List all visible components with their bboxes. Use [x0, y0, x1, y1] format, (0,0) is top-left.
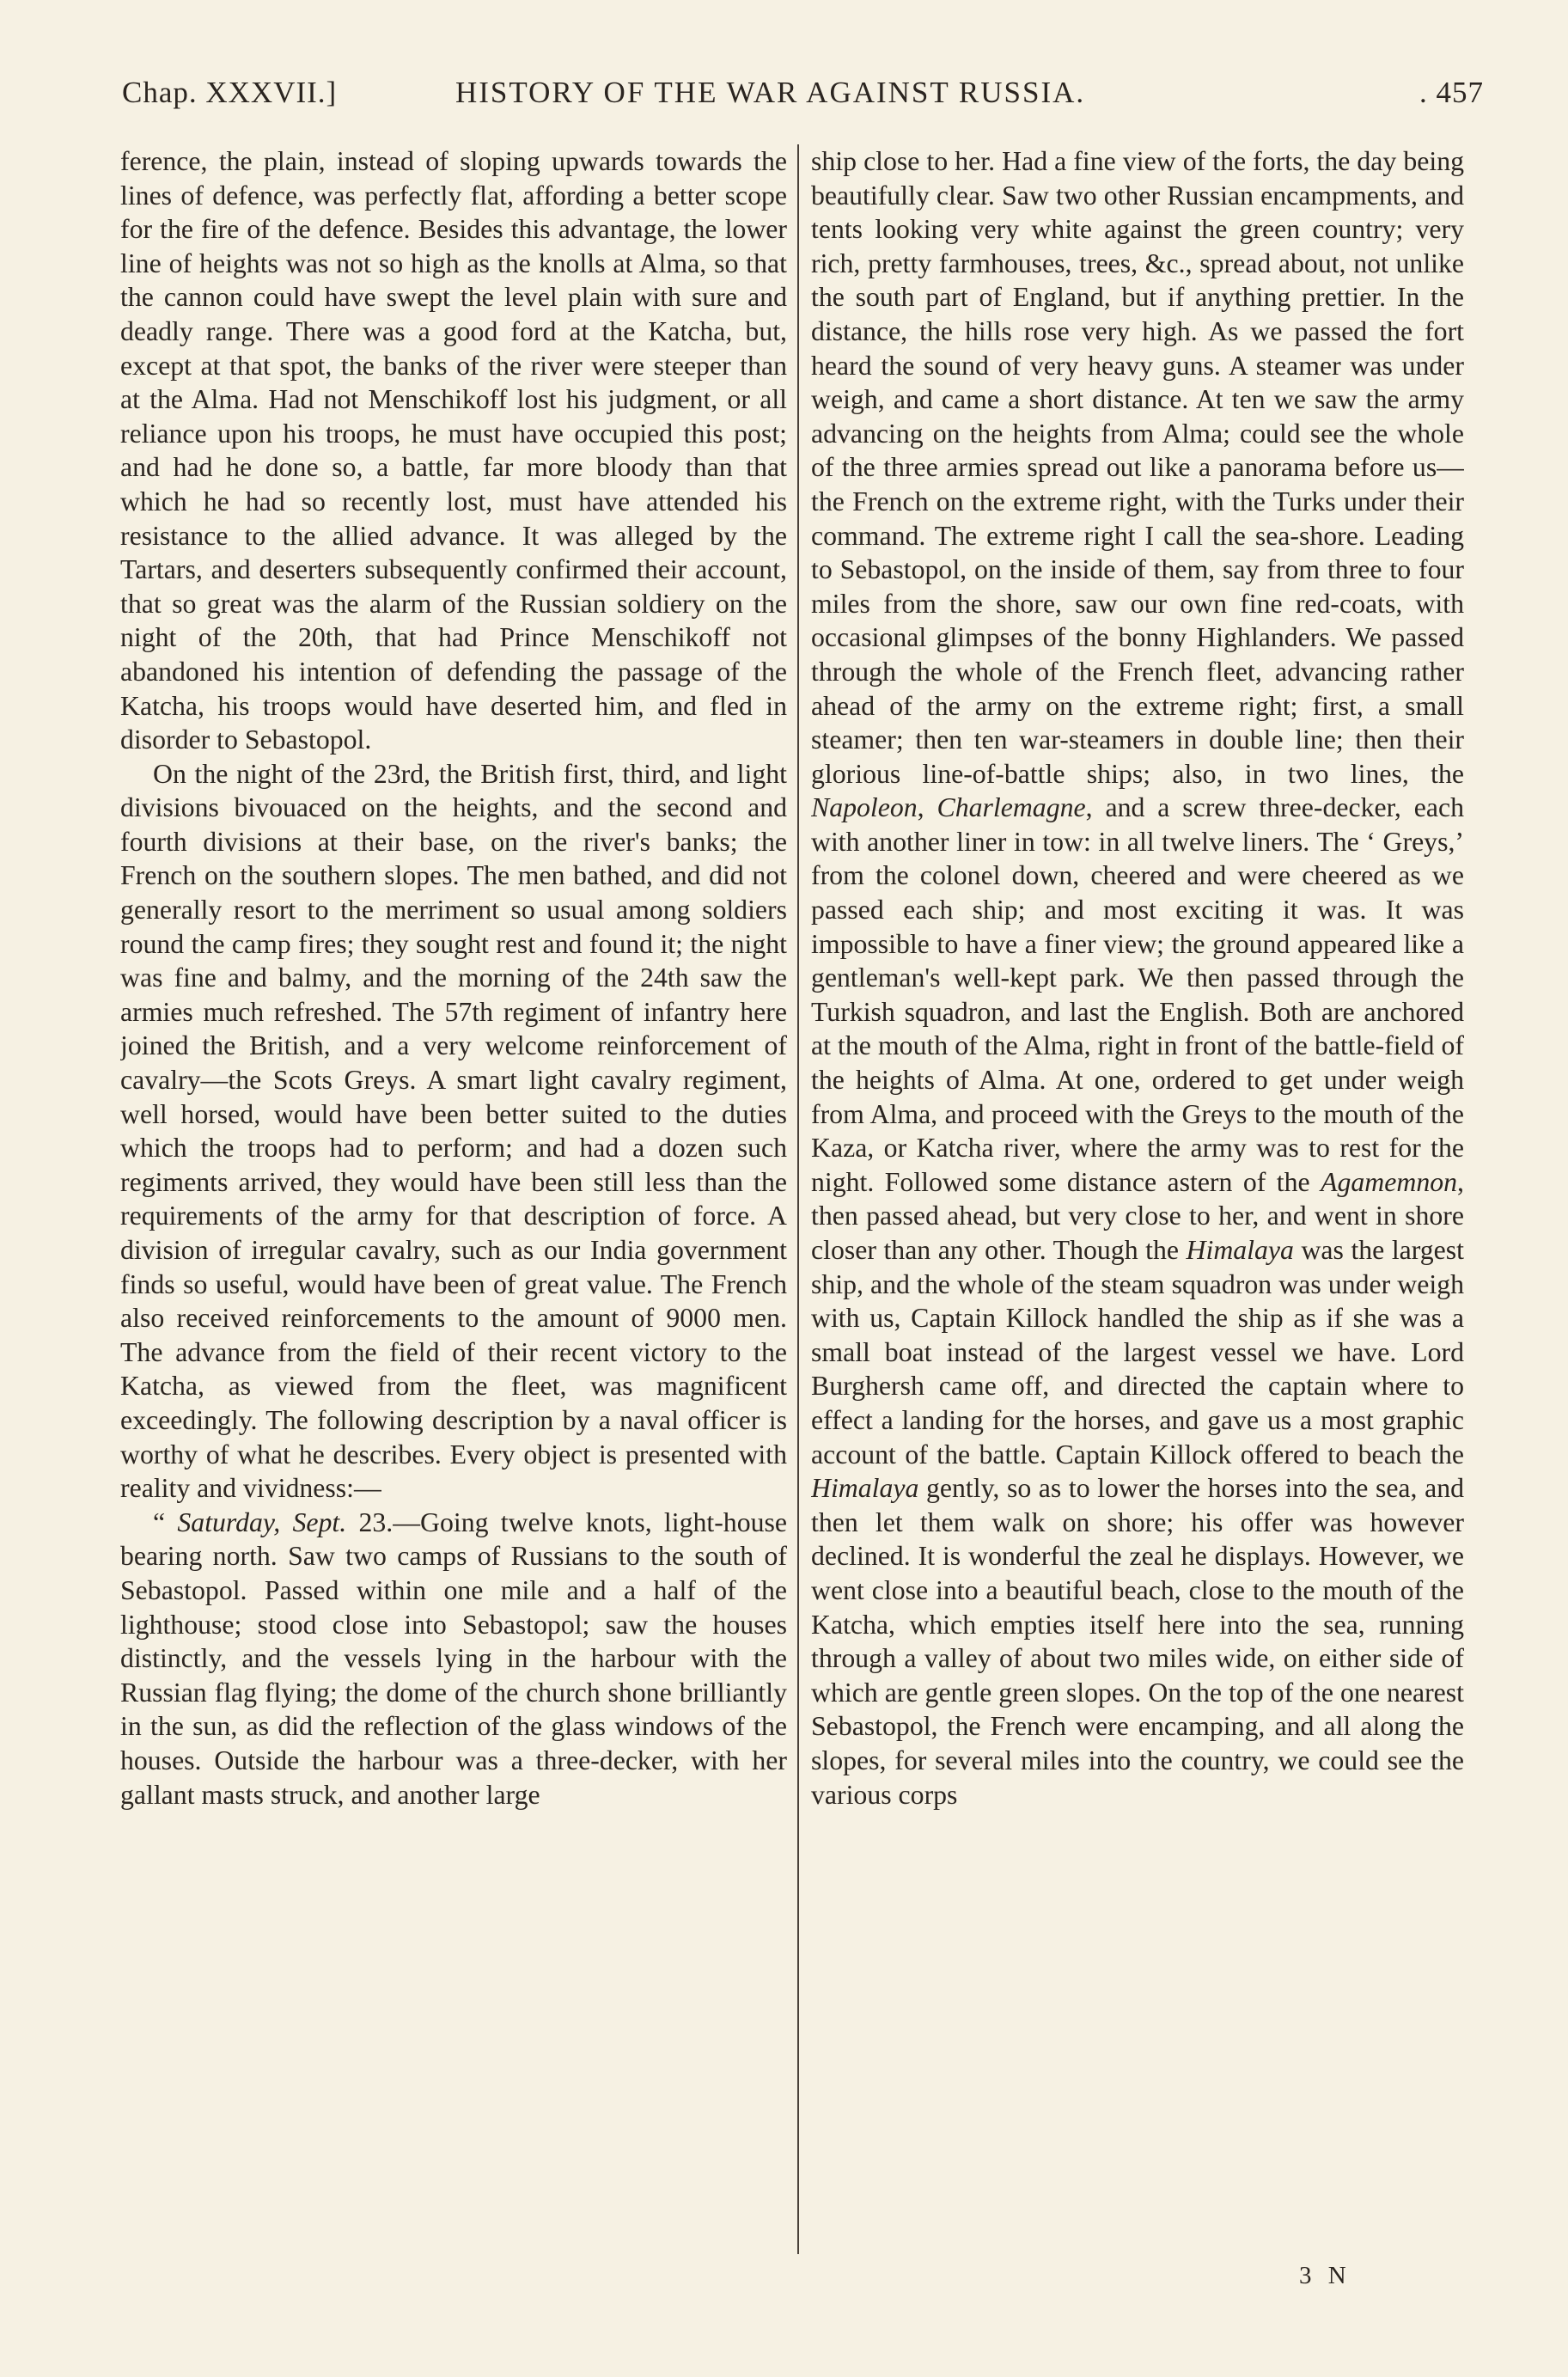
running-header: [122, 76, 1484, 117]
text-run: ,: [917, 792, 937, 823]
ship-name: Napoleon: [811, 792, 918, 823]
paragraph: On the night of the 23rd, the British first, third, and light divisions bivouaced on the heights, and the second and fourth divisions at their base, on the river's banks; the French on the southern slopes. The men bathed, and did not generally resort to the merriment so usual among soldiers round the camp fires; they sought rest and found it; the night was fine and balmy, and the morning of the 24th saw the armies much refreshed. The 57th regiment of infantry here joined the British, and a very welcome reinforcement of cavalry—the Scots Greys. A smart light cavalry regiment, well horsed, would have been better suited to the duties which the troops had to perform; and had a dozen such regiments arrived, they would have been still less than the requirements of the army for that description of force. A division of irregular cavalry, such as our India government finds so useful, would have been of great value. The French also received reinforcements to the amount of 9000 men. The advance from the field of their recent victory to the Katcha, as viewed from the fleet, was magnificent exceedingly. The following description by a naval officer is worthy of what he describes. Every object is presented with reality and vividness:—: [120, 758, 787, 1504]
ship-name: Charlemagne: [937, 792, 1086, 823]
paragraph: [811, 144, 1464, 1812]
ship-name: Himalaya: [1186, 1235, 1294, 1265]
ship-name: Himalaya: [811, 1473, 919, 1504]
quoted-paragraph: [120, 1506, 787, 1812]
signature-mark: 3 N: [1299, 2262, 1351, 2289]
text-run: , and a screw three-decker, each with another liner in tow: in all twelve liners. The ‘ Greys,’ from the colonel down, cheered and were cheered as we passed each ship; and most exciting it was. It was impossible to have a finer view; the ground appeared like a gentleman's well-kept park. We then passed through the Turkish squadron, and last the English. Both are anchored at the mouth of the Alma, right in front of the battle-field of the heights of Alma. At one, ordered to get under weigh from Alma, and proceed with the Greys to the mouth of the Kaza, or Katcha river, where the army was to rest for the night. Followed some distance astern of the: [811, 792, 1464, 1197]
quote-text: 23.—Going twelve knots, light-house bearing north. Saw two camps of Russians to the south of Sebastopol. Passed within one mile and a half of the lighthouse; stood close into Sebastopol; saw the houses distinctly, and the vessels lying in the harbour with the Russian flag flying; the dome of the church shone brilliantly in the sun, as did the reflection of the glass windows of the houses. Outside the harbour was a three-decker, with her gallant masts struck, and another large: [120, 1506, 787, 1810]
chapter-label: Chap. XXXVII.]: [122, 76, 338, 109]
date-italic: Saturday, Sept.: [177, 1506, 347, 1537]
open-quote: “: [153, 1506, 178, 1537]
column-divider: [797, 144, 799, 2254]
text-run: ship close to her. Had a fine view of the forts, the day being beautifully clear. Saw two other Russian encampments, and tents looking very white against the green country; very rich, pretty farmhouses, trees, &c., spread about, not unlike the south part of England, but if anything prettier. In the distance, the hills rose very high. As we passed the fort heard the sound of very heavy guns. A steamer was under weigh, and came a short distance. At ten we saw the army advancing on the heights from Alma; could see the whole of the three armies spread out like a panorama before us—the French on the extreme right, with the Turks under their command. The extreme right I call the sea-shore. Leading to Sebastopol, on the inside of them, say from three to four miles from the shore, saw our own fine red-coats, with occasional glimpses of the bonny Highlanders. We passed through the whole of the French fleet, advancing rather ahead of the army on the extreme right; first, a small steamer; then ten war-steamers in double line; then their glorious line-of-battle ships; also, in two lines, the: [811, 146, 1464, 789]
text-run: was the largest ship, and the whole of the steam squadron was under weigh with us, Captain Killock handled the ship as if she was a small boat instead of the largest vessel we have. Lord Burghersh came off, and directed the captain where to effect a landing for the horses, and gave us a most graphic account of the battle. Captain Killock offered to beach the: [811, 1235, 1464, 1470]
page-title: HISTORY OF THE WAR AGAINST RUSSIA.: [455, 76, 1086, 109]
paragraph: ference, the plain, instead of sloping upwards towards the lines of defence, was perfectly flat, affording a better scope for the fire of the defence. Besides this advantage, the lower line of heights was not so high as the knolls at Alma, so that the cannon could have swept the level plain with sure and deadly range. There was a good ford at the Katcha, but, except at that spot, the banks of the river were steeper than at the Alma. Had not Menschikoff lost his judgment, or all reliance upon his troops, he must have occupied this post; and had he done so, a battle, far more bloody than that which he had so recently lost, must have attended his resistance to the allied advance. It was alleged by the Tartars, and deserters subsequently confirmed their account, that so great was the alarm of the Russian soldiery on the night of the 20th, that had Prince Menschikoff not abandoned his intention of defending the passage of the Katcha, his troops would have deserted him, and fled in disorder to Sebastopol.: [120, 146, 787, 755]
ship-name: Agamemnon: [1321, 1166, 1458, 1197]
right-column: [811, 144, 1464, 2267]
left-column: [120, 144, 787, 2267]
page-number: . 457: [1419, 76, 1484, 109]
text-run: gently, so as to lower the horses into the sea, and then let them walk on shore; his offer was however declined. It is wonderful the zeal he displays. However, we went close into a beautiful beach, close to the mouth of the Katcha, which empties itself here into the sea, running through a valley of about two miles wide, on either side of which are gentle green slopes. On the top of the one nearest Sebastopol, the French were encamping, and all along the slopes, for several miles into the country, we could see the various corps: [811, 1473, 1464, 1810]
text-run: , then passed ahead, but very close to her, and went in shore closer than any other. Though the: [811, 1166, 1464, 1265]
